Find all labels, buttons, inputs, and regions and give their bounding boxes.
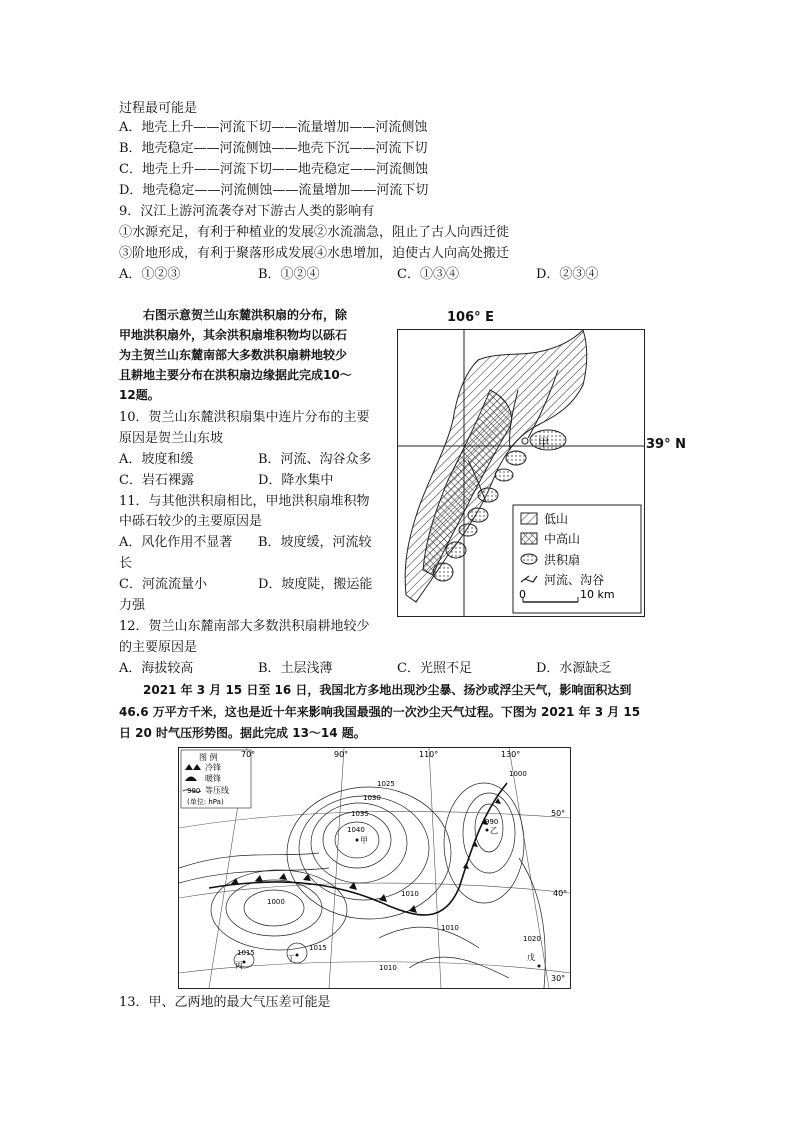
passage1-line-2: 甲地洪积扇外，其余洪积扇堆积物均以砾石 xyxy=(119,328,348,342)
wx-legend-cold-front: 冷锋 xyxy=(205,763,221,772)
wx-legend-isobar-value: 990 xyxy=(187,787,201,795)
q8-stem-tail: 过程最可能是 xyxy=(119,101,198,116)
wx-legend-unit: (单位: hPa) xyxy=(187,798,224,806)
q11-option-c[interactable]: C．河流流量小 xyxy=(119,577,207,592)
wx-isobar-label: 1020 xyxy=(523,935,541,943)
passage1-line-1: 右图示意贺兰山东麓洪积扇的分布，除 xyxy=(119,308,348,322)
legend-river-valley: 河流、沟谷 xyxy=(544,573,605,587)
wx-point-yi: 乙 xyxy=(490,826,498,835)
alluvial-fan-map xyxy=(397,329,645,617)
wx-isobar-label: 1030 xyxy=(363,794,381,802)
q10-option-d[interactable]: D．降水集中 xyxy=(258,473,334,488)
q9-option-b[interactable]: B．①②④ xyxy=(258,267,320,282)
wx-point-wu: 戊 xyxy=(527,953,535,962)
q11-option-a[interactable]: A．风化作用不显著 xyxy=(119,535,233,550)
q11-option-d[interactable]: D．坡度陡，搬运能 xyxy=(258,577,373,592)
legend-mid-high-mountain: 中高山 xyxy=(544,532,581,546)
wx-isobar-label: 1040 xyxy=(347,826,365,834)
map-point-jia: 甲 xyxy=(538,436,549,449)
q9-stem: 9．汉江上游河流袭夺对下游古人类的影响有 xyxy=(119,204,375,219)
wx-point-bing: 丙 xyxy=(235,961,243,970)
wx-lat-50: 50° xyxy=(551,809,566,818)
q10-stem-1: 10．贺兰山东麓洪积扇集中连片分布的主要 xyxy=(119,410,370,425)
wx-lon-90: 90° xyxy=(334,750,349,759)
q8-option-a[interactable]: A．地壳上升——河流下切——流量增加——河流侧蚀 xyxy=(119,120,428,135)
passage2-line-1: 2021 年 3 月 15 日至 16 日，我国北方多地出现沙尘暴、扬沙或浮尘天气，影响面积达到 xyxy=(119,683,632,697)
q9-option-d[interactable]: D．②③④ xyxy=(536,267,599,282)
q8-option-d[interactable]: D．地壳稳定——河流侧蚀——流量增加——河流下切 xyxy=(119,183,429,198)
wx-legend-title: 图 例 xyxy=(199,753,218,762)
wx-isobar-label: 1025 xyxy=(377,780,395,788)
passage2-line-3: 日 20 时气压形势图。据此完成 13～14 题。 xyxy=(119,726,366,740)
wx-isobar-label: 1010 xyxy=(379,964,397,972)
q11-option-b-cont: 长 xyxy=(119,556,133,571)
wx-isobar-label: 1015 xyxy=(309,944,327,952)
wx-isobar-label: 1010 xyxy=(401,890,419,898)
passage2-line-2: 46.6 万平方千米，这也是近十年来影响我国最强的一次沙尘天气过程。下图为 2021 年 3 月 15 xyxy=(119,705,641,719)
passage1-line-3: 为主贺兰山东麓南部大多数洪积扇耕地较少 xyxy=(119,348,348,362)
passage1-line-5: 12题。 xyxy=(119,388,160,402)
q12-stem-2: 的主要原因是 xyxy=(119,640,198,655)
q9-statement-2: ③阶地形成，有利于聚落形成发展④水患增加，迫使古人向高处搬迁 xyxy=(119,246,510,261)
q13-stem: 13．甲、乙两地的最大气压差可能是 xyxy=(119,995,331,1010)
q10-option-c[interactable]: C．岩石裸露 xyxy=(119,473,194,488)
q10-option-b[interactable]: B．河流、沟谷众多 xyxy=(258,452,372,467)
map-latitude-label: 39° N xyxy=(646,437,686,452)
scale-label: 10 km xyxy=(580,588,615,601)
wx-lat-30: 30° xyxy=(551,974,566,983)
wx-lon-130: 130° xyxy=(501,750,521,759)
wx-isobar-label: 1000 xyxy=(509,770,527,778)
wx-isobar-label: 1015 xyxy=(237,949,255,957)
wx-lon-110: 110° xyxy=(419,750,439,759)
wx-lon-70: 70° xyxy=(241,750,256,759)
wx-legend-isobar: 等压线 xyxy=(205,786,229,795)
q11-stem-2: 中砾石较少的主要原因是 xyxy=(119,514,263,529)
passage1-line-4: 且耕地主要分布在洪积扇边缘据此完成10～ xyxy=(119,368,352,382)
wx-point-jia: 甲 xyxy=(360,836,368,845)
q11-stem-1: 11．与其他洪积扇相比，甲地洪积扇堆积物 xyxy=(119,494,370,509)
wx-point-ding: 丁 xyxy=(287,954,295,963)
wx-isobar-label: 1035 xyxy=(351,810,369,818)
map-longitude-label: 106° E xyxy=(447,310,495,325)
q10-stem-2: 原因是贺兰山东坡 xyxy=(119,431,224,446)
q9-option-c[interactable]: C．①③④ xyxy=(397,267,459,282)
q12-stem-1: 12．贺兰山东麓南部大多数洪积扇耕地较少 xyxy=(119,619,370,634)
scale-zero: 0 xyxy=(519,588,526,601)
legend-low-mountain: 低山 xyxy=(544,512,569,526)
wx-legend-warm-front: 暖锋 xyxy=(205,774,221,783)
legend-alluvial-fan: 洪积扇 xyxy=(544,553,581,567)
pressure-map xyxy=(178,747,571,989)
q12-option-c[interactable]: C．光照不足 xyxy=(397,661,472,676)
wx-isobar-label: 1010 xyxy=(441,924,459,932)
q8-option-b[interactable]: B．地壳稳定——河流侧蚀——地壳下沉——河流下切 xyxy=(119,141,428,156)
q11-option-b[interactable]: B．坡度缓，河流较 xyxy=(258,535,372,550)
wx-lat-40: 40° xyxy=(553,889,568,898)
q12-option-a[interactable]: A．海拔较高 xyxy=(119,661,194,676)
q9-option-a[interactable]: A．①②③ xyxy=(119,267,181,282)
q8-option-c[interactable]: C．地壳上升——河流下切——地壳稳定——河流侧蚀 xyxy=(119,162,428,177)
q12-option-b[interactable]: B．土层浅薄 xyxy=(258,661,333,676)
q10-option-a[interactable]: A．坡度和缓 xyxy=(119,452,194,467)
wx-isobar-label: 1000 xyxy=(267,898,285,906)
wx-isobar-label: 990 xyxy=(485,818,499,826)
q11-option-d-cont: 力强 xyxy=(119,598,146,613)
q9-statement-1: ①水源充足，有利于种植业的发展②水流湍急，阻止了古人向西迁徙 xyxy=(119,225,510,240)
q12-option-d[interactable]: D．水源缺乏 xyxy=(536,661,612,676)
